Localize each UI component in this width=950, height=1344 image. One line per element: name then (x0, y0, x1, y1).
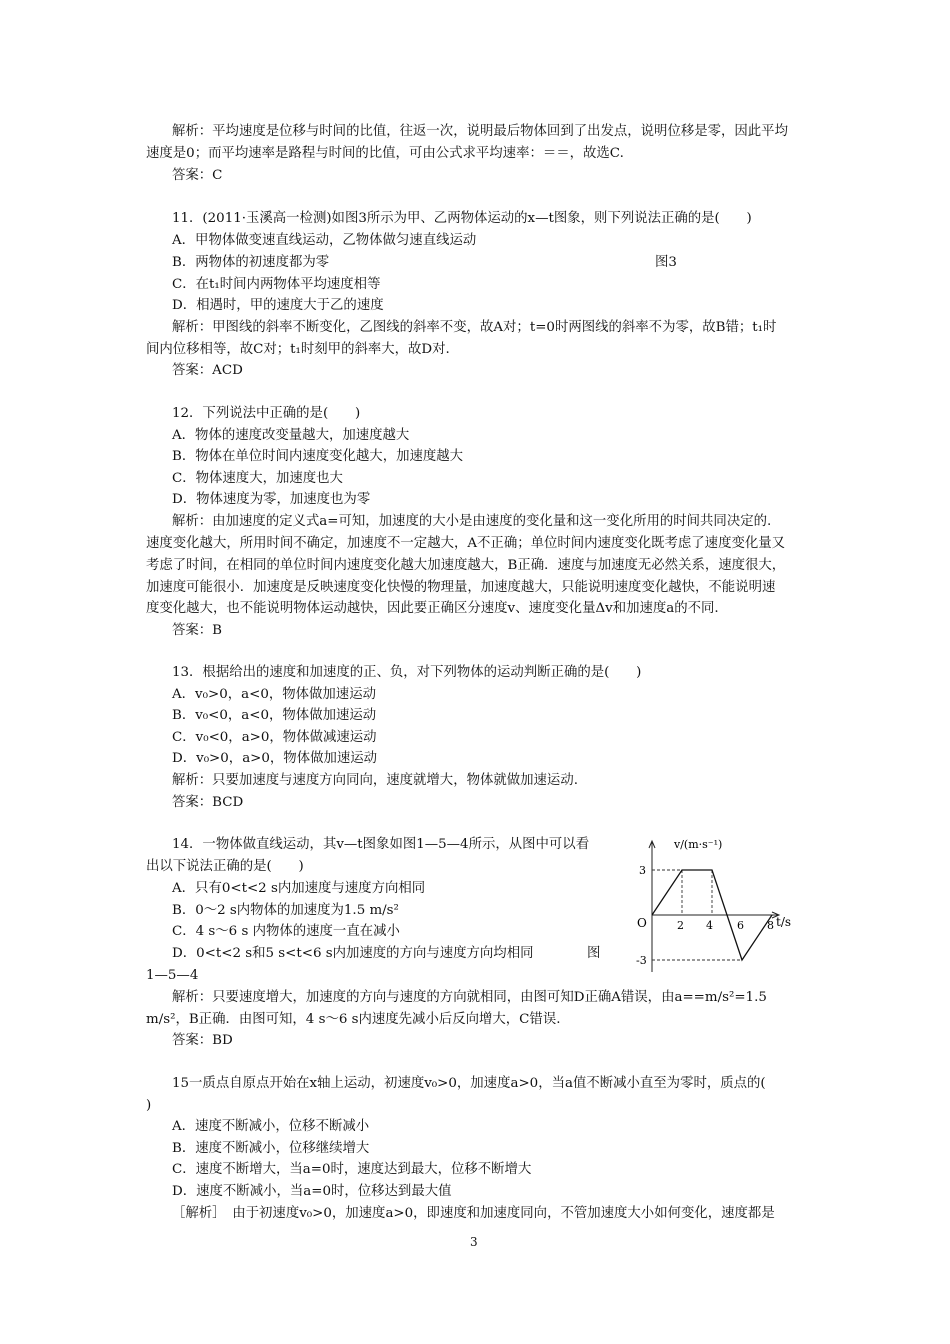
text-line: A．甲物体做变速直线运动，乙物体做匀速直线运动 (172, 233, 477, 248)
text-line: D．v₀>0，a>0，物体做加速运动 (172, 751, 378, 766)
x-tick-label-2: 2 (677, 919, 684, 932)
text-line: D．0<t<2 s和5 s<t<6 s内加速度的方向与速度方向均相同 图 (172, 946, 601, 961)
text-line: 答案：BD (172, 1033, 233, 1048)
text-line: 考虑了时间，在相同的单位时间内速度变化越大加速度越大，B正确．速度与加速度无必然关系，速度很大， (146, 558, 786, 573)
text-line: C．物体速度大，加速度也大 (172, 471, 343, 486)
origin-label: O (637, 916, 647, 930)
text-line: m/s²，B正确．由图可知，4 s～6 s内速度先减小后反向增大，C错误. (146, 1012, 561, 1027)
x-tick-label-6: 6 (737, 919, 744, 932)
text-line: C．4 s～6 s 内物体的速度一直在减小 (172, 924, 400, 939)
text-line: 解析：甲图线的斜率不断变化，乙图线的斜率不变，故A对；t=0时两图线的斜率不为零，故B错；t₁时 (172, 320, 777, 335)
text-line: B．速度不断减小，位移继续增大 (172, 1141, 370, 1156)
text-line: 1—5—4 (146, 968, 199, 983)
x-axis-label: t/s (776, 915, 792, 929)
text-line: D．相遇时，甲的速度大于乙的速度 (172, 298, 384, 313)
text-line: B．v₀<0，a<0，物体做加速运动 (172, 708, 377, 723)
text-line: B．两物体的初速度都为零 (172, 255, 330, 270)
text-line: 13．根据给出的速度和加速度的正、负，对下列物体的运动判断正确的是( ) (172, 665, 642, 680)
text-line: 答案：BCD (172, 795, 244, 810)
x-tick-label-8: 8 (767, 919, 774, 932)
text-line: 出以下说法正确的是( ) (146, 859, 304, 874)
text-line: 间内位移相等，故C对；t₁时刻甲的斜率大，故D对. (146, 342, 450, 357)
vt-chart (630, 830, 810, 980)
text-line: D．物体速度为零，加速度也为零 (172, 492, 371, 507)
y-tick-label-3: 3 (639, 864, 646, 877)
text-line: 12．下列说法中正确的是( ) (172, 406, 361, 421)
text-line: 速度是0；而平均速率是路程与时间的比值，可由公式求平均速率：＝＝，故选C. (146, 146, 624, 161)
text-line: 15一质点自原点开始在x轴上运动，初速度v₀>0，加速度a>0，当a值不断减小直至为零时，质点的( (172, 1076, 766, 1091)
y-tick-label-neg3: -3 (636, 954, 647, 967)
text-line: C．v₀<0，a>0，物体做减速运动 (172, 730, 377, 745)
text-line: 答案：C (172, 168, 223, 183)
text-line: ［解析］ 由于初速度v₀>0，加速度a>0，即速度和加速度同向，不管加速度大小如何变化，速度都是 (172, 1206, 775, 1221)
text-line: A．速度不断减小，位移不断减小 (172, 1119, 370, 1134)
page-number: 3 (470, 1235, 478, 1249)
text-line: 11．(2011·玉溪高一检测)如图3所示为甲、乙两物体运动的x—t图象，则下列说法正确的是( ) (172, 211, 752, 226)
text-line: B．0～2 s内物体的加速度为1.5 m/s² (172, 903, 399, 918)
text-line: 答案：ACD (172, 363, 243, 378)
y-axis-label: v/(m·s⁻¹) (674, 838, 723, 851)
text-line: 度变化越大，也不能说明物体运动越快，因此要正确区分速度v、速度变化量Δv和加速度a的不同. (146, 601, 719, 616)
text-line: D．速度不断减小，当a=0时，位移达到最大值 (172, 1184, 452, 1199)
text-line: C．速度不断增大，当a=0时，速度达到最大，位移不断增大 (172, 1162, 532, 1177)
text-line: 解析：只要加速度与速度方向同向，速度就增大，物体就做加速运动. (172, 773, 578, 788)
text-line: 14．一物体做直线运动，其v—t图象如图1—5—4所示，从图中可以看 (172, 837, 590, 852)
text-line: 解析：只要速度增大，加速度的方向与速度的方向就相同，由图可知D正确A错误，由a==m/s²=1.5 (172, 990, 767, 1005)
text-line: A．只有0<t<2 s内加速度与速度方向相同 (172, 881, 426, 896)
text-line: ) (146, 1098, 152, 1113)
text-line: C．在t₁时间内两物体平均速度相等 (172, 277, 381, 292)
text-line: A．物体的速度改变量越大，加速度越大 (172, 428, 410, 443)
text-line: 速度变化越大，所用时间不确定，加速度不一定越大，A不正确；单位时间内速度变化既考虑了速度变化量又 (146, 536, 786, 551)
text-line: 加速度可能很小．加速度是反映速度变化快慢的物理量，加速度越大，只能说明速度变化越快，不能说明速 (146, 580, 776, 595)
text-line: 解析：平均速度是位移与时间的比值，往返一次，说明最后物体回到了出发点，说明位移是零，因此平均 (172, 124, 788, 139)
x-tick-label-4: 4 (706, 919, 713, 932)
text-line: A．v₀>0，a<0，物体做加速运动 (172, 687, 376, 702)
text-line: 解析：由加速度的定义式a=可知，加速度的大小是由速度的变化量和这一变化所用的时间共同决定的. (172, 514, 772, 529)
text-line: 答案：B (172, 623, 223, 638)
text-line: B．物体在单位时间内速度变化越大，加速度越大 (172, 449, 464, 464)
figure-3-label: 图3 (655, 255, 677, 270)
